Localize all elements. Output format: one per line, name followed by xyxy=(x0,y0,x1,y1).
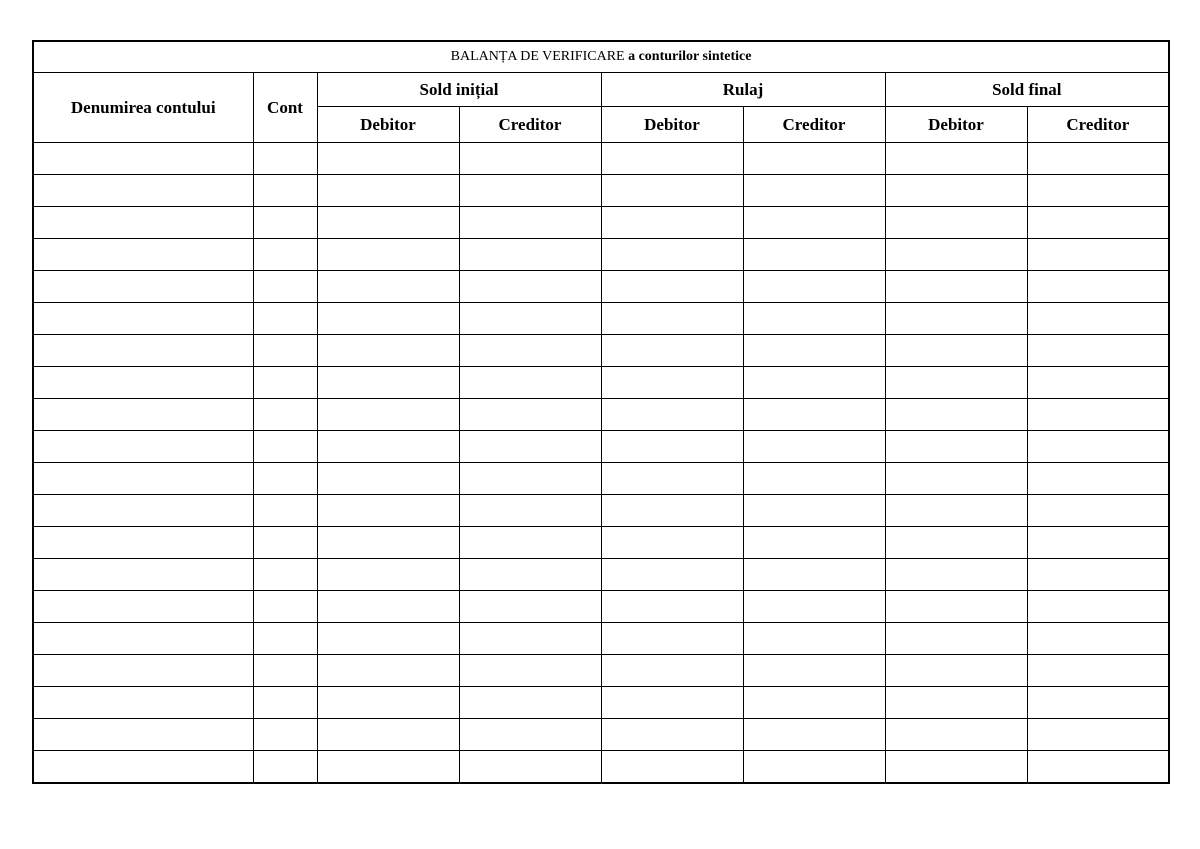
cell-sold-initial-debit[interactable] xyxy=(317,271,459,303)
header-sold-initial-debit: Debitor xyxy=(317,107,459,143)
cell-sold-final-credit[interactable] xyxy=(1027,175,1169,207)
cell-sold-final-credit[interactable] xyxy=(1027,239,1169,271)
cell-sold-initial-debit[interactable] xyxy=(317,431,459,463)
cell-account-code[interactable] xyxy=(253,271,317,303)
cell-account-name[interactable] xyxy=(33,431,253,463)
cell-sold-final-credit[interactable] xyxy=(1027,399,1169,431)
cell-sold-initial-debit[interactable] xyxy=(317,623,459,655)
cell-sold-initial-debit[interactable] xyxy=(317,399,459,431)
cell-account-code[interactable] xyxy=(253,367,317,399)
cell-rulaj-debit[interactable] xyxy=(601,271,743,303)
cell-rulaj-credit[interactable] xyxy=(743,271,885,303)
cell-rulaj-debit[interactable] xyxy=(601,303,743,335)
table-row xyxy=(33,207,1169,239)
cell-rulaj-credit[interactable] xyxy=(743,303,885,335)
cell-sold-initial-credit[interactable] xyxy=(459,623,601,655)
cell-sold-initial-debit[interactable] xyxy=(317,303,459,335)
cell-account-code[interactable] xyxy=(253,655,317,687)
cell-account-code[interactable] xyxy=(253,687,317,719)
cell-sold-final-debit[interactable] xyxy=(885,143,1027,175)
cell-account-code[interactable] xyxy=(253,527,317,559)
cell-rulaj-credit[interactable] xyxy=(743,463,885,495)
cell-sold-final-debit[interactable] xyxy=(885,655,1027,687)
table-title xyxy=(33,41,1169,73)
cell-account-name[interactable] xyxy=(33,303,253,335)
cell-rulaj-debit[interactable] xyxy=(601,463,743,495)
cell-rulaj-debit[interactable] xyxy=(601,719,743,751)
cell-sold-final-debit[interactable] xyxy=(885,751,1027,784)
cell-sold-final-debit[interactable] xyxy=(885,367,1027,399)
cell-sold-initial-credit[interactable] xyxy=(459,207,601,239)
cell-account-code[interactable] xyxy=(253,239,317,271)
cell-account-name[interactable] xyxy=(33,463,253,495)
header-sold-final-debit: Debitor xyxy=(885,107,1027,143)
table-row xyxy=(33,175,1169,207)
cell-sold-initial-credit[interactable] xyxy=(459,655,601,687)
table-row xyxy=(33,687,1169,719)
cell-rulaj-debit[interactable] xyxy=(601,399,743,431)
table-row xyxy=(33,559,1169,591)
cell-sold-initial-credit[interactable] xyxy=(459,687,601,719)
cell-account-name[interactable] xyxy=(33,687,253,719)
cell-sold-final-credit[interactable] xyxy=(1027,719,1169,751)
cell-account-name[interactable] xyxy=(33,143,253,175)
cell-rulaj-credit[interactable] xyxy=(743,239,885,271)
cell-sold-initial-credit[interactable] xyxy=(459,367,601,399)
cell-account-code[interactable] xyxy=(253,623,317,655)
table-row xyxy=(33,271,1169,303)
cell-sold-final-credit[interactable] xyxy=(1027,303,1169,335)
cell-rulaj-credit[interactable] xyxy=(743,559,885,591)
cell-sold-final-debit[interactable] xyxy=(885,271,1027,303)
cell-account-name[interactable] xyxy=(33,207,253,239)
table-row xyxy=(33,303,1169,335)
cell-sold-initial-credit[interactable] xyxy=(459,335,601,367)
cell-rulaj-credit[interactable] xyxy=(743,175,885,207)
cell-sold-initial-credit[interactable] xyxy=(459,719,601,751)
cell-account-code[interactable] xyxy=(253,175,317,207)
cell-rulaj-debit[interactable] xyxy=(601,527,743,559)
cell-sold-final-credit[interactable] xyxy=(1027,559,1169,591)
table-row xyxy=(33,367,1169,399)
cell-rulaj-credit[interactable] xyxy=(743,687,885,719)
cell-rulaj-credit[interactable] xyxy=(743,623,885,655)
cell-account-name[interactable] xyxy=(33,271,253,303)
cell-rulaj-credit[interactable] xyxy=(743,431,885,463)
cell-sold-final-debit[interactable] xyxy=(885,175,1027,207)
cell-rulaj-debit[interactable] xyxy=(601,239,743,271)
cell-sold-final-debit[interactable] xyxy=(885,559,1027,591)
cell-sold-initial-debit[interactable] xyxy=(317,239,459,271)
cell-rulaj-debit[interactable] xyxy=(601,143,743,175)
cell-sold-final-credit[interactable] xyxy=(1027,271,1169,303)
cell-rulaj-debit[interactable] xyxy=(601,655,743,687)
cell-sold-initial-debit[interactable] xyxy=(317,175,459,207)
cell-sold-initial-credit[interactable] xyxy=(459,559,601,591)
table-row xyxy=(33,495,1169,527)
cell-rulaj-debit[interactable] xyxy=(601,367,743,399)
cell-sold-initial-credit[interactable] xyxy=(459,239,601,271)
cell-rulaj-debit[interactable] xyxy=(601,335,743,367)
cell-sold-final-credit[interactable] xyxy=(1027,527,1169,559)
table-row xyxy=(33,143,1169,175)
cell-sold-final-debit[interactable] xyxy=(885,527,1027,559)
cell-account-code[interactable] xyxy=(253,335,317,367)
cell-sold-initial-credit[interactable] xyxy=(459,431,601,463)
cell-sold-final-credit[interactable] xyxy=(1027,687,1169,719)
cell-account-name[interactable] xyxy=(33,719,253,751)
cell-account-code[interactable] xyxy=(253,143,317,175)
cell-rulaj-credit[interactable] xyxy=(743,751,885,784)
cell-sold-final-credit[interactable] xyxy=(1027,143,1169,175)
cell-sold-final-debit[interactable] xyxy=(885,303,1027,335)
balance-sheet xyxy=(32,40,1170,784)
cell-account-name[interactable] xyxy=(33,559,253,591)
cell-account-code[interactable] xyxy=(253,559,317,591)
cell-rulaj-debit[interactable] xyxy=(601,495,743,527)
cell-rulaj-debit[interactable] xyxy=(601,559,743,591)
cell-sold-initial-debit[interactable] xyxy=(317,719,459,751)
cell-sold-final-debit[interactable] xyxy=(885,335,1027,367)
cell-sold-final-debit[interactable] xyxy=(885,239,1027,271)
cell-account-code[interactable] xyxy=(253,207,317,239)
cell-rulaj-credit[interactable] xyxy=(743,527,885,559)
cell-sold-final-debit[interactable] xyxy=(885,463,1027,495)
cell-rulaj-credit[interactable] xyxy=(743,719,885,751)
cell-account-code[interactable] xyxy=(253,591,317,623)
cell-sold-initial-debit[interactable] xyxy=(317,559,459,591)
cell-account-name[interactable] xyxy=(33,399,253,431)
table-row xyxy=(33,591,1169,623)
cell-sold-initial-debit[interactable] xyxy=(317,335,459,367)
cell-sold-final-credit[interactable] xyxy=(1027,463,1169,495)
cell-sold-final-credit[interactable] xyxy=(1027,495,1169,527)
cell-sold-initial-credit[interactable] xyxy=(459,303,601,335)
table-row xyxy=(33,751,1169,784)
cell-rulaj-debit[interactable] xyxy=(601,591,743,623)
cell-account-code[interactable] xyxy=(253,303,317,335)
cell-sold-initial-debit[interactable] xyxy=(317,591,459,623)
cell-rulaj-credit[interactable] xyxy=(743,495,885,527)
cell-sold-final-debit[interactable] xyxy=(885,687,1027,719)
cell-sold-initial-credit[interactable] xyxy=(459,495,601,527)
header-sold-initial-credit: Creditor xyxy=(459,107,601,143)
cell-rulaj-credit[interactable] xyxy=(743,143,885,175)
cell-sold-initial-debit[interactable] xyxy=(317,527,459,559)
table-row xyxy=(33,399,1169,431)
cell-sold-initial-debit[interactable] xyxy=(317,655,459,687)
cell-sold-final-debit[interactable] xyxy=(885,207,1027,239)
cell-sold-final-credit[interactable] xyxy=(1027,431,1169,463)
cell-sold-final-debit[interactable] xyxy=(885,719,1027,751)
cell-sold-initial-debit[interactable] xyxy=(317,367,459,399)
cell-rulaj-credit[interactable] xyxy=(743,367,885,399)
header-rulaj-credit: Creditor xyxy=(743,107,885,143)
cell-sold-initial-debit[interactable] xyxy=(317,143,459,175)
cell-rulaj-credit[interactable] xyxy=(743,335,885,367)
cell-account-code[interactable] xyxy=(253,463,317,495)
cell-sold-initial-credit[interactable] xyxy=(459,463,601,495)
cell-account-code[interactable] xyxy=(253,719,317,751)
cell-sold-final-debit[interactable] xyxy=(885,399,1027,431)
cell-sold-initial-credit[interactable] xyxy=(459,143,601,175)
cell-account-name[interactable] xyxy=(33,591,253,623)
cell-account-name[interactable] xyxy=(33,495,253,527)
cell-sold-initial-debit[interactable] xyxy=(317,751,459,784)
cell-sold-final-credit[interactable] xyxy=(1027,623,1169,655)
trial-balance-table xyxy=(32,40,1170,784)
cell-sold-initial-credit[interactable] xyxy=(459,399,601,431)
cell-account-code[interactable] xyxy=(253,431,317,463)
header-sold-initial: Sold inițial xyxy=(317,73,601,107)
table-row xyxy=(33,719,1169,751)
cell-sold-final-credit[interactable] xyxy=(1027,207,1169,239)
header-rulaj-debit: Debitor xyxy=(601,107,743,143)
cell-sold-final-credit[interactable] xyxy=(1027,751,1169,784)
table-row xyxy=(33,527,1169,559)
cell-sold-initial-debit[interactable] xyxy=(317,463,459,495)
cell-rulaj-credit[interactable] xyxy=(743,207,885,239)
header-account-code: Cont xyxy=(253,73,317,143)
cell-sold-final-credit[interactable] xyxy=(1027,591,1169,623)
table-title-prefix: BALANȚA DE VERIFICARE xyxy=(450,49,625,64)
cell-rulaj-credit[interactable] xyxy=(743,591,885,623)
cell-rulaj-credit[interactable] xyxy=(743,399,885,431)
cell-rulaj-debit[interactable] xyxy=(601,751,743,784)
cell-rulaj-debit[interactable] xyxy=(601,687,743,719)
cell-rulaj-debit[interactable] xyxy=(601,431,743,463)
cell-sold-initial-credit[interactable] xyxy=(459,271,601,303)
cell-sold-initial-credit[interactable] xyxy=(459,527,601,559)
cell-sold-initial-debit[interactable] xyxy=(317,207,459,239)
cell-sold-final-credit[interactable] xyxy=(1027,335,1169,367)
cell-account-name[interactable] xyxy=(33,367,253,399)
cell-sold-final-debit[interactable] xyxy=(885,623,1027,655)
cell-account-name[interactable] xyxy=(33,623,253,655)
cell-rulaj-credit[interactable] xyxy=(743,655,885,687)
cell-sold-final-credit[interactable] xyxy=(1027,655,1169,687)
cell-account-name[interactable] xyxy=(33,527,253,559)
cell-account-name[interactable] xyxy=(33,239,253,271)
header-sold-final-credit: Creditor xyxy=(1027,107,1169,143)
cell-sold-final-debit[interactable] xyxy=(885,431,1027,463)
cell-sold-final-credit[interactable] xyxy=(1027,367,1169,399)
table-row xyxy=(33,335,1169,367)
cell-rulaj-debit[interactable] xyxy=(601,175,743,207)
cell-sold-final-debit[interactable] xyxy=(885,495,1027,527)
table-row xyxy=(33,463,1169,495)
cell-sold-initial-credit[interactable] xyxy=(459,175,601,207)
table-row xyxy=(33,623,1169,655)
cell-account-code[interactable] xyxy=(253,751,317,784)
cell-account-code[interactable] xyxy=(253,399,317,431)
cell-account-code[interactable] xyxy=(253,495,317,527)
cell-sold-initial-credit[interactable] xyxy=(459,591,601,623)
cell-rulaj-debit[interactable] xyxy=(601,207,743,239)
header-rulaj: Rulaj xyxy=(601,73,885,107)
cell-sold-final-debit[interactable] xyxy=(885,591,1027,623)
cell-account-name[interactable] xyxy=(33,751,253,784)
cell-rulaj-debit[interactable] xyxy=(601,623,743,655)
cell-account-name[interactable] xyxy=(33,175,253,207)
table-row xyxy=(33,239,1169,271)
cell-account-name[interactable] xyxy=(33,335,253,367)
table-body xyxy=(33,143,1169,784)
cell-sold-initial-credit[interactable] xyxy=(459,751,601,784)
cell-sold-initial-debit[interactable] xyxy=(317,495,459,527)
table-row xyxy=(33,431,1169,463)
header-sold-final: Sold final xyxy=(885,73,1169,107)
table-title-suffix: a conturilor sintetice xyxy=(628,49,752,64)
cell-account-name[interactable] xyxy=(33,655,253,687)
table-row xyxy=(33,655,1169,687)
cell-sold-initial-debit[interactable] xyxy=(317,687,459,719)
header-account-name: Denumirea contului xyxy=(33,73,253,143)
